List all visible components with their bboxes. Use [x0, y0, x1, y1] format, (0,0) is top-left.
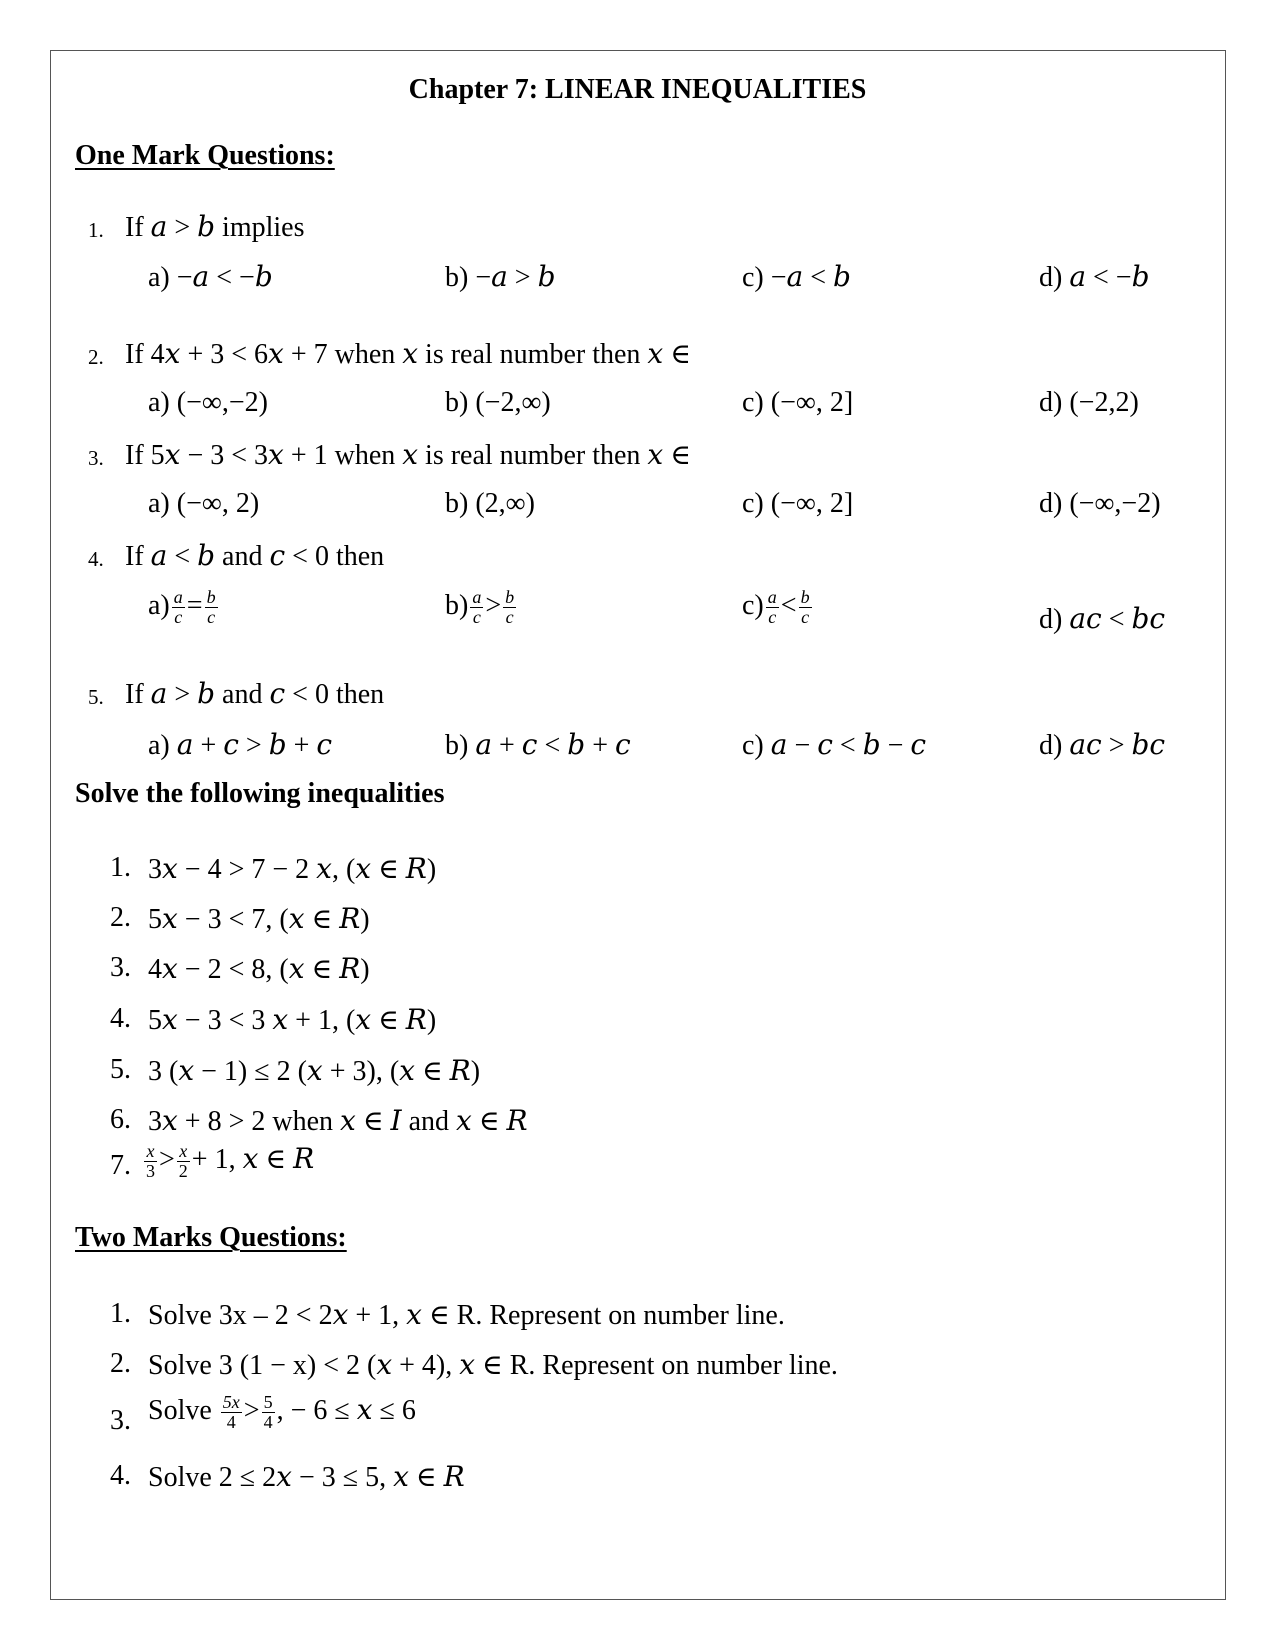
- option-a: a) (−∞, 2): [148, 488, 260, 519]
- item-number: 7.: [110, 1150, 131, 1181]
- option-prefix: c): [742, 589, 764, 621]
- option-c: c) (−∞, 2]: [742, 387, 854, 418]
- option-b: b) (2,∞): [445, 488, 535, 519]
- denominator: c: [801, 606, 810, 627]
- denominator: 2: [178, 1161, 188, 1182]
- denominator: c: [174, 606, 183, 627]
- denominator: c: [505, 606, 514, 627]
- fraction: [503, 588, 516, 627]
- option-c: c) (−∞, 2]: [742, 488, 854, 519]
- numerator: a: [472, 587, 482, 607]
- numerator: b: [206, 587, 216, 607]
- denominator: c: [207, 606, 216, 627]
- item-number: 5.: [110, 1054, 131, 1085]
- inequality-text: 5𝑥 − 3 < 7, (𝑥 ∈ 𝑅): [148, 904, 370, 935]
- item-number: 6.: [110, 1104, 131, 1135]
- option-b: [445, 588, 518, 627]
- operator: >: [243, 1395, 260, 1426]
- solve-heading: Solve the following inequalities: [75, 778, 445, 809]
- inequality-text: 5𝑥 − 3 < 3 𝑥 + 1, (𝑥 ∈ 𝑅): [148, 1005, 437, 1036]
- option-prefix: a): [148, 589, 170, 621]
- chapter-title: Chapter 7: LINEAR INEQUALITIES: [408, 74, 867, 105]
- item-number: 1.: [110, 852, 131, 883]
- option-d: d) (−2,2): [1039, 387, 1139, 418]
- fraction: [221, 1393, 242, 1432]
- item-number: 3.: [110, 1405, 131, 1436]
- fraction: [766, 588, 779, 627]
- option-prefix: b): [445, 589, 469, 621]
- inequality-rest: , − 6 ≤ 𝑥 ≤ 6: [276, 1395, 416, 1426]
- option-b: b) 𝑎 + 𝑐 < 𝑏 + 𝑐: [445, 730, 631, 761]
- option-a: [148, 588, 220, 627]
- option-c: c) 𝑎 − 𝑐 < 𝑏 − 𝑐: [742, 730, 927, 761]
- fraction: [144, 1142, 157, 1181]
- numerator: b: [800, 587, 810, 607]
- two-marks-heading: Two Marks Questions:: [75, 1222, 347, 1253]
- option-b: b) (−2,∞): [445, 387, 551, 418]
- denominator: 4: [226, 1412, 236, 1433]
- question-number: 5.: [88, 685, 104, 709]
- option-c: [742, 588, 814, 627]
- option-a: a) −𝑎 < −𝑏: [148, 262, 273, 293]
- numerator: a: [173, 587, 183, 607]
- option-d: d) (−∞,−2): [1039, 488, 1161, 519]
- option-d: d) 𝑎𝑐 > 𝑏𝑐: [1039, 730, 1166, 761]
- numerator: 5x: [222, 1392, 240, 1413]
- item-number: 1.: [110, 1298, 131, 1329]
- question-text: Solve 2 ≤ 2𝑥 − 3 ≤ 5, 𝑥 ∈ 𝑅: [148, 1462, 465, 1493]
- item-number: 4.: [110, 1003, 131, 1034]
- operator: >: [485, 589, 502, 621]
- denominator: c: [768, 606, 777, 627]
- numerator: 5: [263, 1392, 273, 1413]
- inequality-text: 3 (𝑥 − 1) ≤ 2 (𝑥 + 3), (𝑥 ∈ 𝑅): [148, 1056, 481, 1087]
- fraction: [470, 588, 483, 627]
- question-number: 1.: [88, 218, 104, 242]
- option-b: b) −𝑎 > 𝑏: [445, 262, 556, 293]
- numerator: b: [505, 587, 515, 607]
- option-d: d) 𝑎 < −𝑏: [1039, 262, 1150, 293]
- question-text: If 4𝑥 + 3 < 6𝑥 + 7 when 𝑥 is real number then 𝑥 ∈: [125, 339, 691, 370]
- fraction: [799, 588, 812, 627]
- operator: >: [159, 1144, 175, 1175]
- inequality-text: 3𝑥 − 4 > 7 − 2 𝑥, (𝑥 ∈ 𝑅): [148, 854, 437, 885]
- question-text: [148, 1393, 416, 1432]
- operator: =: [186, 589, 203, 621]
- inequality-rest: + 1, 𝑥 ∈ 𝑅: [191, 1144, 315, 1175]
- question-text: If 𝑎 > 𝑏 implies: [125, 212, 305, 243]
- question-text: Solve 3x – 2 < 2𝑥 + 1, 𝑥 ∈ R. Represent on number line.: [148, 1300, 785, 1331]
- option-a: a) (−∞,−2): [148, 387, 268, 418]
- solve-label: Solve: [148, 1395, 212, 1426]
- question-text: If 5𝑥 − 3 < 3𝑥 + 1 when 𝑥 is real number then 𝑥 ∈: [125, 440, 691, 471]
- numerator: x: [144, 1142, 157, 1162]
- fraction: [177, 1142, 190, 1181]
- denominator: 4: [263, 1412, 273, 1433]
- question-number: 3.: [88, 446, 104, 470]
- item-number: 2.: [110, 1348, 131, 1379]
- option-a: a) 𝑎 + 𝑐 > 𝑏 + 𝑐: [148, 730, 333, 761]
- inequality-text: 3𝑥 + 8 > 2 when 𝑥 ∈ 𝐼 and 𝑥 ∈ 𝑅: [148, 1106, 528, 1137]
- item-number: 2.: [110, 902, 131, 933]
- option-c: c) −𝑎 < 𝑏: [742, 262, 851, 293]
- denominator: c: [472, 606, 481, 627]
- fraction: [205, 588, 218, 627]
- question-number: 4.: [88, 547, 104, 571]
- question-text: Solve 3 (1 − x) < 2 (𝑥 + 4), 𝑥 ∈ R. Represent on number line.: [148, 1350, 838, 1381]
- numerator: x: [177, 1142, 190, 1162]
- one-mark-heading: One Mark Questions:: [75, 140, 335, 171]
- inequality-text: [142, 1142, 314, 1181]
- fraction: [172, 588, 185, 627]
- inequality-text: 4𝑥 − 2 < 8, (𝑥 ∈ 𝑅): [148, 954, 370, 985]
- option-d: d) 𝑎𝑐 < 𝑏𝑐: [1039, 604, 1166, 635]
- fraction: [262, 1393, 275, 1432]
- item-number: 4.: [110, 1460, 131, 1491]
- operator: <: [780, 589, 797, 621]
- denominator: 3: [146, 1161, 155, 1182]
- question-text: If 𝑎 > 𝑏 and 𝑐 < 0 then: [125, 679, 385, 710]
- question-number: 2.: [88, 345, 104, 369]
- numerator: a: [767, 587, 777, 607]
- item-number: 3.: [110, 952, 131, 983]
- question-text: If 𝑎 < 𝑏 and 𝑐 < 0 then: [125, 541, 385, 572]
